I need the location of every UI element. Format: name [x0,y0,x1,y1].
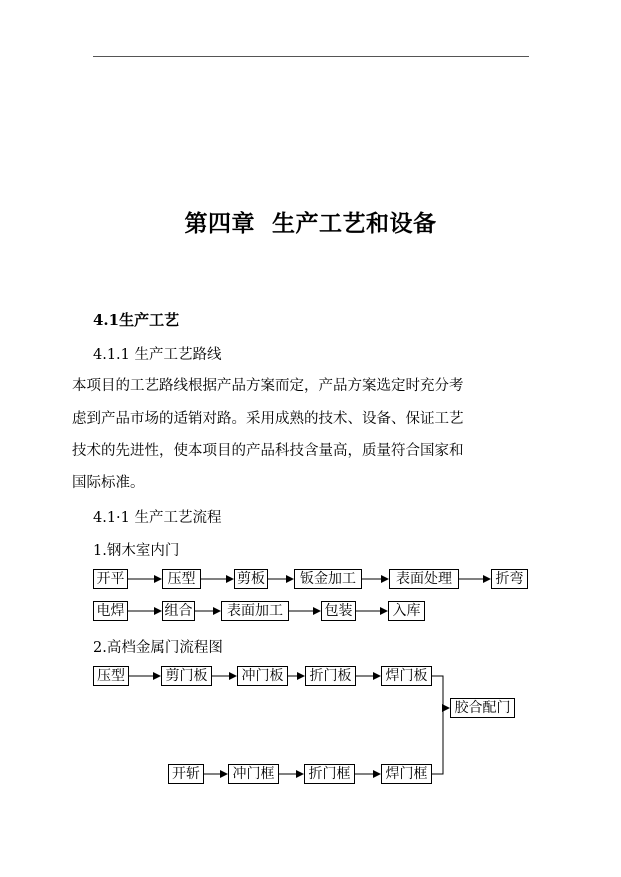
item1-title: 1.钢木室内门 [93,543,180,559]
flow-step: 开斩 [168,764,204,784]
section-title: 4.1生产工艺 [93,311,180,329]
paragraph-line: 本项目的工艺路线根据产品方案而定，产品方案选定时充分考 [72,378,464,394]
flow-step: 焊门框 [381,764,432,784]
flow-step: 钣金加工 [294,569,362,589]
paragraph-line: 技术的先进性，使本项目的产品科技含量高，质量符合国家和 [72,443,464,459]
flow-step: 焊门板 [381,666,432,686]
flow-merge-step: 胶合配门 [450,698,515,718]
paragraph-line: 虑到产品市场的适销对路。采用成熟的技术、设备、保证工艺 [72,411,464,427]
flow-step: 开平 [93,569,128,589]
chapter-title: 第四章 生产工艺和设备 [184,210,437,237]
flow-step: 表面处理 [389,569,459,589]
flow-step: 入库 [388,601,425,621]
merge-connector [432,676,443,774]
flow-step: 电焊 [93,601,128,621]
paragraph-line: 国际标准。 [72,475,145,491]
item2-title: 2.高档金属门流程图 [93,640,223,656]
flow-step: 冲门框 [228,764,279,784]
subsection-flow-title: 4.1·1 生产工艺流程 [93,510,222,526]
flow-step: 冲门板 [237,666,288,686]
flow-step: 压型 [93,666,129,686]
flow-step: 剪门板 [161,666,212,686]
flow-step: 包装 [321,601,356,621]
flow-step: 折弯 [491,569,528,589]
flow-step: 折门框 [304,764,355,784]
subsection-route-title: 4.1.1 生产工艺路线 [93,347,222,363]
flow-step: 组合 [162,601,195,621]
flow-step: 压型 [162,569,201,589]
flow-step: 表面加工 [221,601,289,621]
flow-step: 折门板 [305,666,356,686]
flow-step: 剪板 [234,569,268,589]
